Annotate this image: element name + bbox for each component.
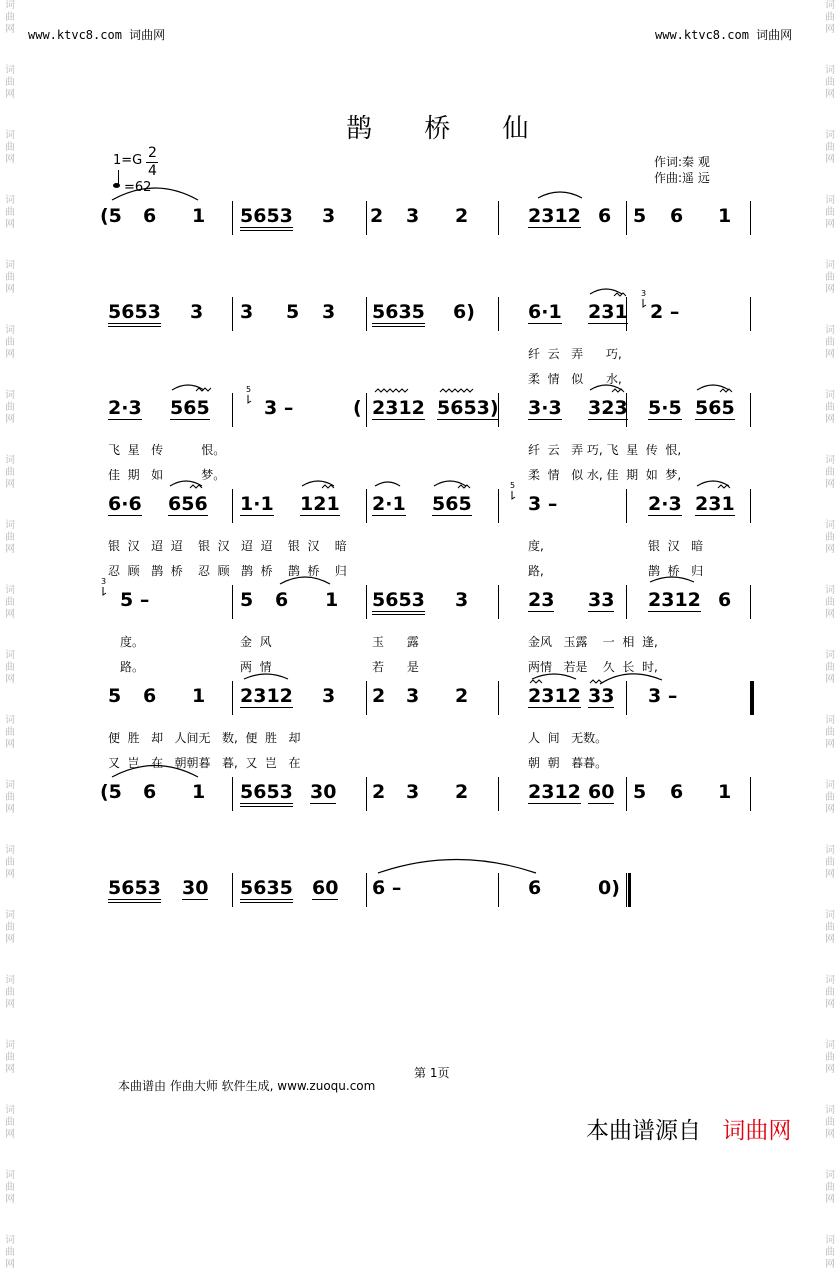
jianpu-note: 121 <box>300 493 340 515</box>
watermark-char: 曲 <box>5 727 15 738</box>
lyric-text: 度, <box>528 539 544 553</box>
lyric-text: 柔 情 似 水, <box>528 372 622 386</box>
header-left-site: www.ktvc8.com 词曲网 <box>28 28 166 42</box>
watermark-char: 网 <box>5 24 15 35</box>
jianpu-note: 2 <box>372 685 386 707</box>
jianpu-note: 3 – <box>264 397 294 419</box>
lyric-text: 路。 <box>120 660 145 674</box>
watermark-char: 词 <box>5 1235 15 1246</box>
watermark-char: 网 <box>825 739 835 750</box>
jianpu-note: 3 <box>406 205 420 227</box>
slur <box>532 674 576 679</box>
watermark-char: 词 <box>825 975 835 986</box>
watermark-char: 网 <box>825 349 835 360</box>
time-signature-top: 2 <box>148 145 157 161</box>
jianpu-note: 1·1 <box>240 493 274 515</box>
watermark-char: 词 <box>5 65 15 76</box>
jianpu-note: 33 <box>588 589 615 611</box>
lyric-text: 路, <box>528 564 544 578</box>
watermark-char: 网 <box>825 284 835 295</box>
watermark-char: 词 <box>825 65 835 76</box>
watermark-char: 网 <box>825 674 835 685</box>
jianpu-note: 6 <box>670 781 684 803</box>
watermark-char: 词 <box>825 585 835 596</box>
lyric-text: 忍 顾 鹊 桥 忍 顾 鹊 桥 鹊 桥 归 <box>108 564 347 578</box>
jianpu-note: 6·6 <box>108 493 142 515</box>
jianpu-note: 656 <box>168 493 208 515</box>
watermark-char: 曲 <box>825 922 835 933</box>
watermark-char: 曲 <box>825 597 835 608</box>
composer: 作曲:遥 远 <box>654 171 710 185</box>
watermark-char: 词 <box>5 1105 15 1116</box>
watermark-char: 词 <box>825 325 835 336</box>
watermark-char: 曲 <box>825 402 835 413</box>
jianpu-note: ( <box>353 397 362 419</box>
watermark-char: 词 <box>825 845 835 856</box>
watermark-char: 网 <box>5 479 15 490</box>
watermark-char: 词 <box>825 1105 835 1116</box>
jianpu-note: 3 – <box>528 493 558 515</box>
lyric-text: 两情 若是 久 长 时, <box>528 660 658 674</box>
jianpu-note: 2312 <box>240 685 293 707</box>
watermark-char: 词 <box>825 650 835 661</box>
jianpu-note: (5 <box>100 205 122 227</box>
watermark-char: 网 <box>5 414 15 425</box>
watermark-char: 曲 <box>825 857 835 868</box>
watermark-char: 词 <box>5 520 15 531</box>
watermark-char: 网 <box>5 934 15 945</box>
watermark-char: 词 <box>5 910 15 921</box>
watermark-char: 曲 <box>5 1182 15 1193</box>
jianpu-note: 3 <box>322 685 336 707</box>
watermark-char: 词 <box>825 390 835 401</box>
watermark-char: 词 <box>825 910 835 921</box>
jianpu-note: 0) <box>598 877 620 899</box>
jianpu-note: 5635 <box>240 877 293 903</box>
jianpu-note: 5653 <box>240 205 293 231</box>
jianpu-note: 5653 <box>372 589 425 615</box>
watermark-char: 曲 <box>5 987 15 998</box>
jianpu-note: 2 <box>372 781 386 803</box>
watermark-char: 网 <box>825 154 835 165</box>
watermark-char: 词 <box>5 0 15 11</box>
watermark-char: 词 <box>5 975 15 986</box>
jianpu-note: 231 <box>695 493 735 515</box>
watermark-char: 网 <box>825 609 835 620</box>
jianpu-note: 30 <box>182 877 209 899</box>
key-signature: 1=G <box>113 153 143 168</box>
slur <box>697 481 729 486</box>
jianpu-note: 231 <box>588 301 628 323</box>
watermark-char: 曲 <box>5 857 15 868</box>
jianpu-note: 565 <box>170 397 210 419</box>
watermark-char: 曲 <box>5 597 15 608</box>
slur <box>112 188 198 200</box>
jianpu-note: 3 <box>322 301 336 323</box>
watermark-char: 网 <box>825 24 835 35</box>
jianpu-note: 5653 <box>108 301 161 327</box>
jianpu-note: 2312 <box>372 397 425 419</box>
watermark-char: 词 <box>825 260 835 271</box>
jianpu-note: 6 <box>718 589 732 611</box>
watermark-char: 网 <box>5 154 15 165</box>
lyric-text: 两 情 <box>240 660 272 674</box>
watermark-char: 曲 <box>825 12 835 23</box>
watermark-char: 曲 <box>825 1052 835 1063</box>
jianpu-note: (5 <box>100 781 122 803</box>
watermark-char: 词 <box>825 195 835 206</box>
jianpu-note: 3 – <box>648 685 678 707</box>
lyric-text: 又 岂 在 朝朝暮 暮, 又 岂 在 <box>108 756 301 770</box>
jianpu-note: 3 <box>190 301 204 323</box>
watermark-char: 曲 <box>5 467 15 478</box>
watermark-char: 词 <box>5 1170 15 1181</box>
watermark-char: 网 <box>5 869 15 880</box>
jianpu-note: 5 <box>240 589 254 611</box>
jianpu-note: 1 <box>718 205 732 227</box>
watermark-char: 曲 <box>5 77 15 88</box>
jianpu-note: 23 <box>528 589 555 611</box>
watermark-char: 曲 <box>825 1247 835 1258</box>
jianpu-note: 2 <box>370 205 384 227</box>
watermark-char: 词 <box>5 650 15 661</box>
jianpu-note: 60 <box>588 781 615 803</box>
jianpu-note: 60 <box>312 877 339 899</box>
jianpu-note: 6 <box>598 205 612 227</box>
watermark-char: 词 <box>5 390 15 401</box>
watermark-char: 网 <box>825 544 835 555</box>
svg-text:5: 5 <box>246 385 252 394</box>
jianpu-note: 3 <box>322 205 336 227</box>
watermark-char: 网 <box>5 804 15 815</box>
watermark-char: 网 <box>825 1194 835 1205</box>
watermark-char: 网 <box>825 479 835 490</box>
watermark-char: 网 <box>825 1064 835 1075</box>
watermark-char: 网 <box>825 869 835 880</box>
watermark-char: 网 <box>5 284 15 295</box>
slur <box>590 385 622 390</box>
source-site-link[interactable]: 词曲网 <box>722 1118 792 1144</box>
watermark-char: 网 <box>5 349 15 360</box>
jianpu-note: 1 <box>718 781 732 803</box>
lyric-text: 便 胜 却 人间无 数, 便 胜 却 <box>108 731 301 745</box>
jianpu-note: 323 <box>588 397 628 419</box>
watermark-char: 网 <box>5 544 15 555</box>
watermark-char: 网 <box>825 89 835 100</box>
watermark-char: 词 <box>5 780 15 791</box>
jianpu-note: 2312 <box>528 205 581 227</box>
watermark-char: 曲 <box>5 662 15 673</box>
lyric-text: 度。 <box>120 635 145 649</box>
watermark-char: 曲 <box>825 792 835 803</box>
lyric-text: 银 汉 暗 <box>648 539 704 553</box>
watermark-char: 词 <box>5 585 15 596</box>
jianpu-note: 2·3 <box>648 493 682 515</box>
watermark-char: 词 <box>825 130 835 141</box>
watermark-char: 曲 <box>5 142 15 153</box>
watermark-char: 曲 <box>825 272 835 283</box>
jianpu-note: 5 <box>633 781 647 803</box>
jianpu-note: 3·3 <box>528 397 562 419</box>
jianpu-note: 30 <box>310 781 337 803</box>
ornament-marks <box>190 293 732 683</box>
jianpu-note: 6 <box>670 205 684 227</box>
watermark-char: 网 <box>5 1064 15 1075</box>
jianpu-note: 6 <box>143 781 157 803</box>
jianpu-note: 6) <box>453 301 475 323</box>
watermark-char: 网 <box>5 1259 15 1270</box>
watermark-char: 曲 <box>825 987 835 998</box>
jianpu-note: 5 <box>108 685 122 707</box>
jianpu-note: 2 – <box>650 301 680 323</box>
watermark-char: 词 <box>825 0 835 11</box>
watermark-char: 网 <box>5 609 15 620</box>
watermark-char: 曲 <box>5 532 15 543</box>
jianpu-note: 5653 <box>240 781 293 807</box>
watermark-char: 词 <box>5 715 15 726</box>
source-credit <box>586 1112 791 1145</box>
slur <box>697 385 729 390</box>
generated-by-note: 本曲谱由 作曲大师 软件生成, www.zuoqu.com <box>118 1079 376 1093</box>
watermark-char: 词 <box>825 1040 835 1051</box>
watermark-char: 网 <box>825 414 835 425</box>
lyricist: 作词:秦 观 <box>654 155 710 169</box>
jianpu-note: 6 <box>275 589 289 611</box>
slur <box>538 192 582 198</box>
watermark-char: 曲 <box>825 142 835 153</box>
watermark-char: 网 <box>825 934 835 945</box>
watermark-char: 网 <box>5 1194 15 1205</box>
watermark-char: 曲 <box>5 1052 15 1063</box>
jianpu-note: 1 <box>192 205 206 227</box>
lyric-text: 飞 星 传 恨。 <box>108 443 226 457</box>
watermark-char: 曲 <box>825 1117 835 1128</box>
slur <box>600 674 662 684</box>
watermark-char: 网 <box>5 1129 15 1140</box>
jianpu-note: 2 <box>455 205 469 227</box>
watermark-char: 曲 <box>825 1182 835 1193</box>
watermark-char: 词 <box>825 715 835 726</box>
jianpu-note: 2312 <box>528 685 581 707</box>
lyric-text: 若 是 <box>372 660 419 674</box>
slur <box>375 482 400 486</box>
jianpu-note: 6 <box>143 205 157 227</box>
jianpu-note: 2·1 <box>372 493 406 515</box>
slur <box>650 577 694 582</box>
watermark-char: 曲 <box>5 1117 15 1128</box>
watermark-char: 网 <box>5 999 15 1010</box>
jianpu-note: 5653 <box>108 877 161 903</box>
watermark-char: 曲 <box>825 337 835 348</box>
watermark-char: 曲 <box>825 207 835 218</box>
lyric-text: 金风 玉露 一 相 逢, <box>528 635 658 649</box>
jianpu-note: 2·3 <box>108 397 142 419</box>
jianpu-note: 5 – <box>120 589 150 611</box>
jianpu-note: 6 <box>143 685 157 707</box>
jianpu-note: 5653) <box>437 397 499 419</box>
slur <box>170 481 202 486</box>
slur <box>280 577 330 584</box>
watermark-char: 曲 <box>5 922 15 933</box>
watermark-char: 网 <box>5 739 15 750</box>
lyric-text: 柔 情 似 水, 佳 期 如 梦, <box>528 468 682 482</box>
watermark-char: 网 <box>825 1259 835 1270</box>
jianpu-note: 3 <box>406 685 420 707</box>
jianpu-note: 5 <box>286 301 300 323</box>
lyric-text: 鹊 桥 归 <box>648 564 704 578</box>
lyric-text: 纤 云 弄 巧, <box>528 347 622 361</box>
jianpu-note: 2312 <box>648 589 701 611</box>
watermark-char: 曲 <box>5 12 15 23</box>
lyric-text: 纤 云 弄 巧, 飞 星 传 恨, <box>528 443 682 457</box>
page-number: 第 1页 <box>414 1066 450 1080</box>
jianpu-note: 2312 <box>528 781 581 803</box>
watermark-char: 词 <box>825 1235 835 1246</box>
score-title: 鹊 桥 仙 <box>346 114 551 144</box>
watermark-char: 网 <box>5 89 15 100</box>
slur <box>302 481 334 486</box>
watermark-char: 词 <box>825 1170 835 1181</box>
svg-text:3: 3 <box>101 577 107 586</box>
watermark-char: 词 <box>5 845 15 856</box>
watermark-char: 曲 <box>825 727 835 738</box>
jianpu-note: 1 <box>192 685 206 707</box>
watermark-char: 曲 <box>825 662 835 673</box>
jianpu-note: 5·5 <box>648 397 682 419</box>
jianpu-note: 565 <box>432 493 472 515</box>
watermark-char: 网 <box>5 674 15 685</box>
watermark-char: 词 <box>825 520 835 531</box>
tempo-marking: =62 <box>124 180 152 195</box>
source-prefix: 本曲谱源自 <box>586 1118 701 1144</box>
watermark-char: 网 <box>825 1129 835 1140</box>
watermark-char: 网 <box>825 804 835 815</box>
watermark-char: 词 <box>5 195 15 206</box>
watermark-char: 曲 <box>5 792 15 803</box>
watermark-char: 词 <box>825 780 835 791</box>
lyric-text: 金 风 <box>240 635 272 649</box>
slur <box>378 860 536 874</box>
grace-notes <box>101 289 646 595</box>
watermark-char: 词 <box>5 325 15 336</box>
watermark-char: 网 <box>825 219 835 230</box>
watermark-char: 词 <box>5 455 15 466</box>
lyric-text: 佳 期 如 梦。 <box>108 468 226 482</box>
watermark-char: 网 <box>5 219 15 230</box>
lyric-text: 朝 朝 暮暮。 <box>528 756 608 770</box>
jianpu-note: 3 <box>406 781 420 803</box>
watermark-char: 曲 <box>5 337 15 348</box>
watermark-char: 曲 <box>5 207 15 218</box>
lyric-text: 玉 露 <box>372 635 419 649</box>
watermark-char: 曲 <box>825 467 835 478</box>
slur <box>112 766 198 778</box>
jianpu-note: 3 <box>240 301 254 323</box>
slur <box>244 674 288 679</box>
watermark-char: 曲 <box>825 77 835 88</box>
jianpu-note: 2 <box>455 781 469 803</box>
watermark-char: 曲 <box>5 272 15 283</box>
watermark-char: 词 <box>5 1040 15 1051</box>
watermark-char: 曲 <box>825 532 835 543</box>
jianpu-note: 33 <box>588 685 615 707</box>
svg-text:3: 3 <box>641 289 647 298</box>
watermark-char: 词 <box>5 130 15 141</box>
jianpu-note: 1 <box>325 589 339 611</box>
jianpu-note: 2 <box>455 685 469 707</box>
jianpu-note: 5 <box>633 205 647 227</box>
watermark-char: 网 <box>825 999 835 1010</box>
jianpu-note: 6 – <box>372 877 402 899</box>
watermark-char: 词 <box>5 260 15 271</box>
jianpu-note: 5635 <box>372 301 425 327</box>
lyric-text: 人 间 无数。 <box>528 731 608 745</box>
jianpu-note: 565 <box>695 397 735 419</box>
watermark-char: 词 <box>825 455 835 466</box>
jianpu-note: 1 <box>192 781 206 803</box>
svg-text:5: 5 <box>510 481 516 490</box>
time-signature-bottom: 4 <box>148 163 157 179</box>
jianpu-note: 6·1 <box>528 301 562 323</box>
header-right-site: www.ktvc8.com 词曲网 <box>655 28 793 42</box>
watermark-char: 曲 <box>5 402 15 413</box>
jianpu-note: 3 <box>455 589 469 611</box>
watermark-char: 曲 <box>5 1247 15 1258</box>
lyric-text: 银 汉 迢 迢 银 汉 迢 迢 银 汉 暗 <box>108 539 347 553</box>
jianpu-note: 6 <box>528 877 542 899</box>
